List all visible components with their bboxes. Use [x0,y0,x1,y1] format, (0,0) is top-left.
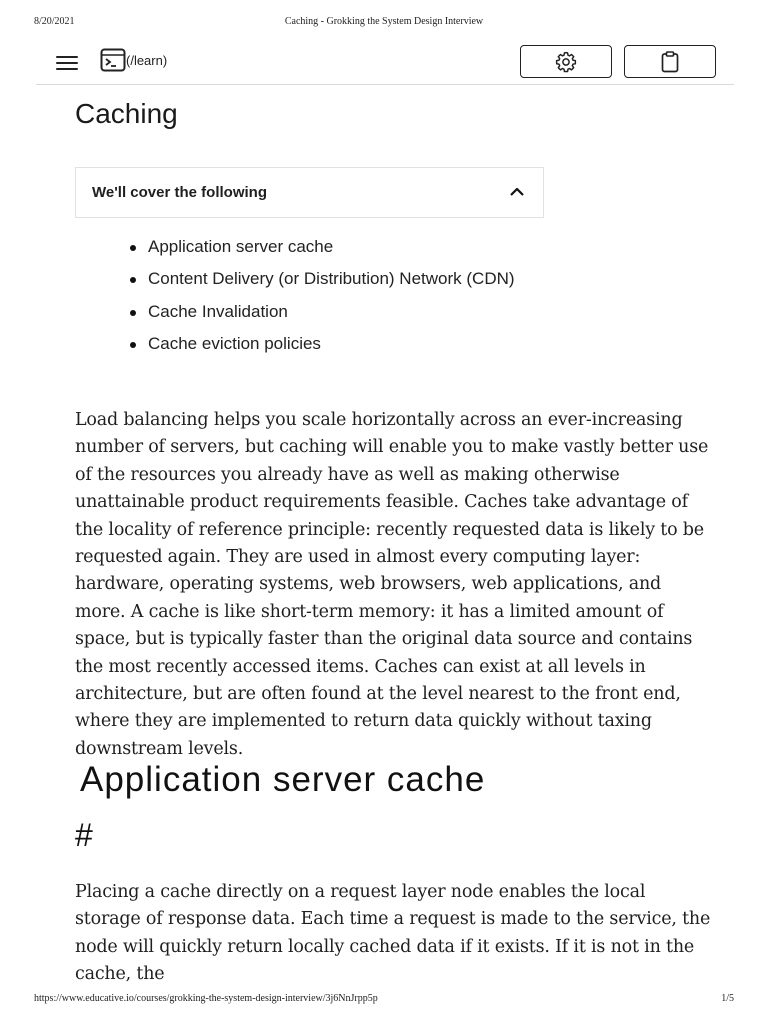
section-anchor-link[interactable]: # [75,817,93,853]
print-date: 8/20/2021 [34,16,75,27]
learn-home-link[interactable] [100,46,167,74]
toc-heading: We'll cover the following [92,184,267,201]
section-paragraph: Placing a cache directly on a request layer node enables the local storage of response data. Each time a request is made to the service, the node will quickly return locally cached data if it exists. If it is not in the cache, the [75,882,711,985]
intro-paragraph: Load balancing helps you scale horizontally across an ever-increasing number of servers, but caching will enable you to make vastly better use of the resources you already have as well as making otherwise unattainable product requirements feasible. Caches take advantage of the locality of reference principle: recently requested data is likely to be requested again. They are used in almost every computing layer: hardware, operating systems, web browsers, web applications, and more. A cache is like short-term memory: it has a limited amount of space, but is typically faster than the original data source and contains the most recently accessed items. Caches can exist at all levels in architecture, but are often found at the level nearest to the front end, where they are implemented to return data quickly without taxing downstream levels. [75,410,709,759]
toc-toggle[interactable] [75,167,544,218]
print-title: Caching - Grokking the System Design Interview [284,16,484,27]
settings-button[interactable] [520,45,612,78]
print-page-number: 1/5 [721,993,734,1004]
clipboard-icon [660,51,680,73]
print-url: https://www.educative.io/courses/grokking-the-system-design-interview/3j6NnJrpp5p [34,993,378,1004]
toc-list [130,232,515,361]
toc-item-cache-invalidation[interactable]: Cache Invalidation [130,297,515,329]
terminal-window-icon [100,48,126,72]
learn-link-text: (/learn) [126,52,168,68]
toc-item-cache-eviction-policies[interactable]: Cache eviction policies [130,329,515,361]
print-footer [0,993,768,1007]
gear-icon [555,51,577,73]
page-title: Caching [75,98,178,129]
print-header [0,16,768,30]
toc-item-cdn[interactable]: Content Delivery (or Distribution) Network (CDN) [130,264,515,296]
section-heading: Application server cache [80,760,486,799]
toc-item-application-server-cache[interactable]: Application server cache [130,232,515,264]
chevron-up-icon [509,186,525,198]
clipboard-button[interactable] [624,45,716,78]
hamburger-menu-icon[interactable] [56,52,78,72]
top-navigation-bar [36,40,734,85]
